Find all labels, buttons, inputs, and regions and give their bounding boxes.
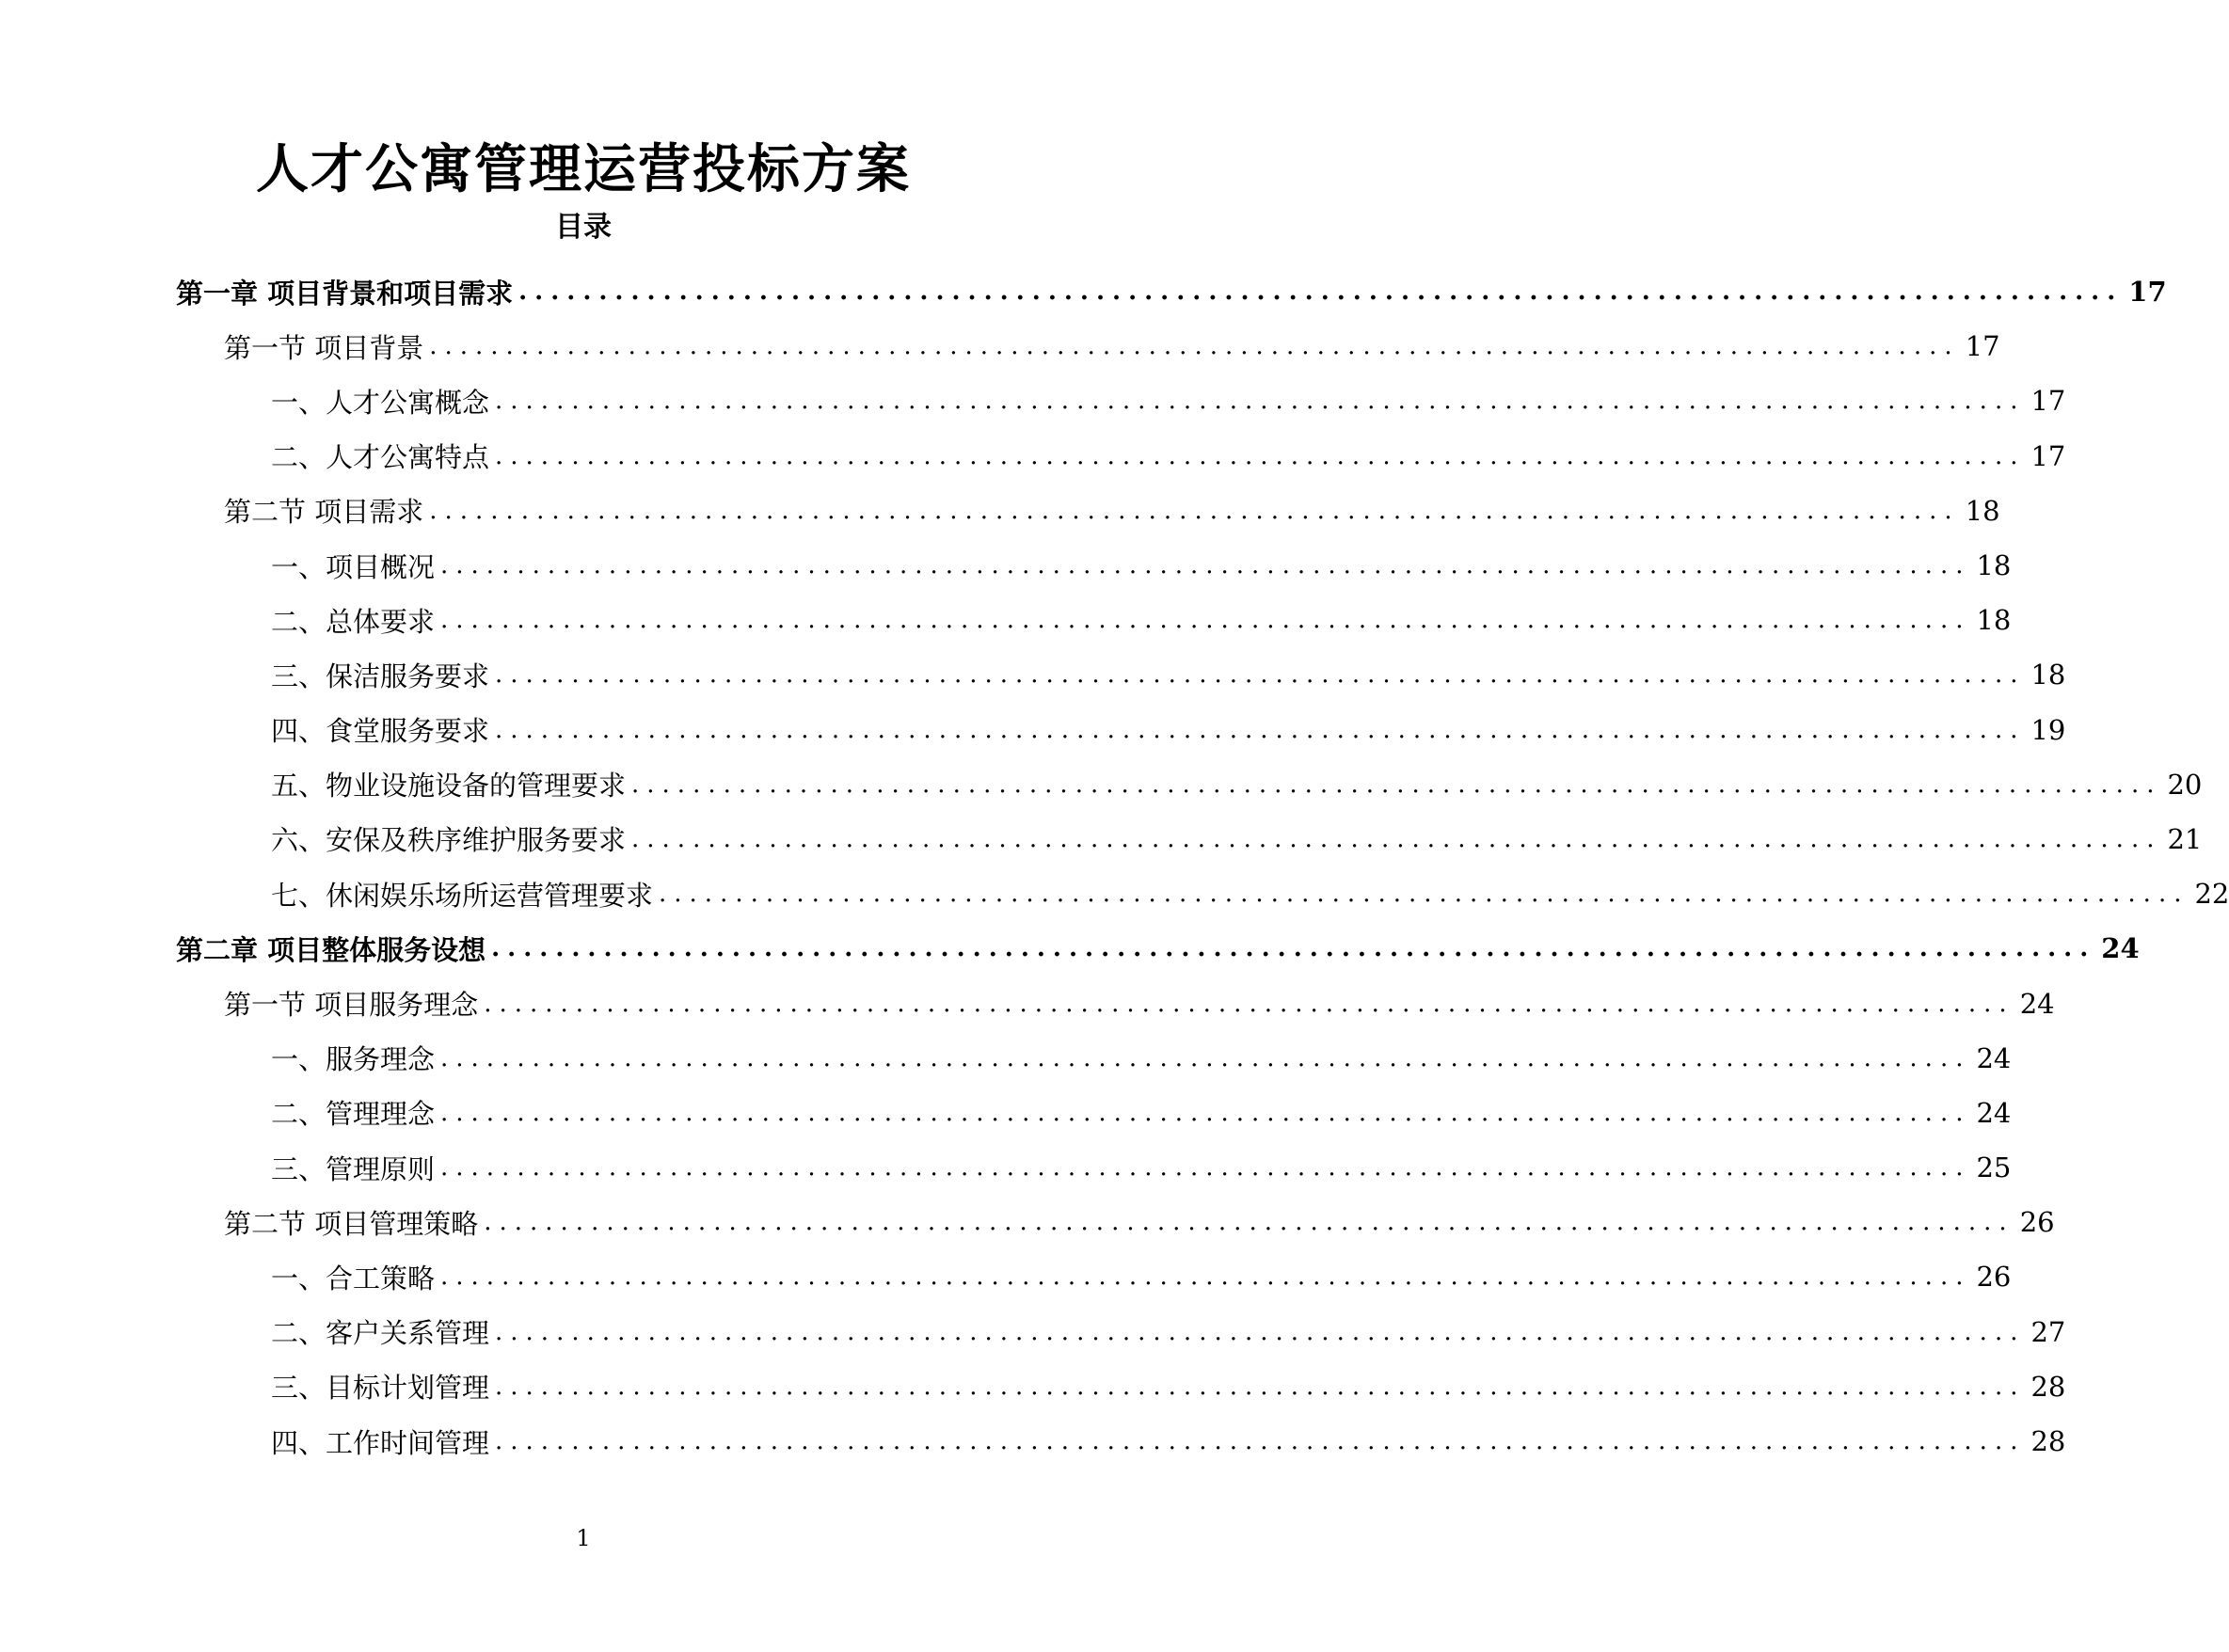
toc-entry-text: 四、食堂服务要求 — [271, 715, 490, 748]
toc-entry-text: 二、客户关系管理 — [271, 1317, 490, 1350]
toc-entry[interactable] — [0, 757, 2203, 812]
toc-entry-text: 三、保洁服务要求 — [271, 659, 490, 692]
toc-entry[interactable] — [0, 1414, 2066, 1469]
toc-entry[interactable] — [0, 538, 2012, 593]
toc-dot-leader: .................................................................................................... — [518, 278, 2124, 307]
toc-entry-text: 三、目标计划管理 — [271, 1372, 490, 1405]
toc-entry-text: 六、安保及秩序维护服务要求 — [271, 824, 627, 857]
toc-entry-page: 21 — [2167, 822, 2203, 855]
toc-entry-text: 二、总体要求 — [271, 605, 436, 638]
toc-dot-leader: .................................................................................................... — [440, 1098, 1971, 1127]
toc-entry-page: 18 — [2030, 659, 2066, 691]
toc-entry-page: 24 — [2101, 932, 2140, 965]
toc-entry-text: 第一节 项目服务理念 — [224, 989, 479, 1022]
toc-entry-page: 17 — [2128, 276, 2167, 309]
toc-dot-leader: .................................................................................................... — [429, 332, 1960, 361]
toc-entry-page: 18 — [1965, 494, 2000, 527]
toc-entry-page: 25 — [1976, 1152, 2012, 1184]
toc-entry-page: 26 — [1976, 1261, 2012, 1294]
toc-dot-leader: .................................................................................................... — [495, 1372, 2026, 1401]
toc-entry[interactable] — [0, 429, 2066, 484]
toc-dot-leader: .................................................................................................... — [440, 1153, 1971, 1183]
toc-entry[interactable] — [0, 484, 2000, 538]
toc-entry[interactable] — [0, 264, 2167, 319]
toc-entry-text: 二、管理理念 — [271, 1098, 436, 1131]
toc-entry-page: 28 — [2030, 1425, 2066, 1458]
toc-dot-leader: .................................................................................................... — [440, 1263, 1971, 1292]
toc-dot-leader: .................................................................................................... — [631, 770, 2162, 799]
toc-entry-page: 17 — [2030, 385, 2066, 418]
toc-dot-leader: .................................................................................................... — [495, 715, 2026, 744]
toc-entry-page: 18 — [1976, 604, 2012, 637]
toc-entry-page: 17 — [1965, 330, 2000, 363]
toc-entry[interactable] — [0, 1086, 2012, 1140]
toc-entry[interactable] — [0, 921, 2140, 976]
toc-dot-leader: .................................................................................................... — [631, 824, 2162, 853]
toc-entry-page: 24 — [1976, 1096, 2012, 1129]
toc-dot-leader: .................................................................................................... — [659, 880, 2189, 909]
toc-entry-text: 第二节 项目需求 — [224, 496, 424, 529]
toc-entry-text: 三、管理原则 — [271, 1152, 436, 1185]
toc-entry[interactable] — [0, 593, 2012, 647]
toc-entry-page: 20 — [2167, 768, 2203, 801]
toc-entry[interactable] — [0, 1140, 2012, 1195]
toc-entry-page: 22 — [2194, 878, 2229, 911]
toc-dot-leader: .................................................................................................... — [440, 606, 1971, 635]
toc-dot-leader: .................................................................................................... — [495, 660, 2026, 690]
toc-entry[interactable] — [0, 976, 2055, 1030]
toc-entry[interactable] — [0, 866, 2229, 921]
toc-entry[interactable] — [0, 1359, 2066, 1414]
toc-dot-leader: .................................................................................................... — [440, 551, 1971, 580]
toc-entry-page: 26 — [2019, 1206, 2055, 1239]
toc-entry-text: 第一节 项目背景 — [224, 331, 424, 364]
toc-entry[interactable] — [0, 1305, 2066, 1359]
toc-dot-leader: .................................................................................................... — [495, 441, 2026, 470]
toc-dot-leader: .................................................................................................... — [495, 1317, 2026, 1346]
toc-entry[interactable] — [0, 319, 2000, 373]
toc-entry-page: 28 — [2030, 1370, 2066, 1403]
toc-entry-page: 27 — [2030, 1315, 2066, 1348]
toc-dot-leader: .................................................................................................... — [495, 1427, 2026, 1456]
toc-entry[interactable] — [0, 1195, 2055, 1249]
toc-heading: 目录 — [555, 211, 612, 244]
toc-entry-text: 第二章 项目整体服务设想 — [176, 933, 486, 966]
toc-dot-leader: .................................................................................................... — [484, 989, 2014, 1018]
toc-dot-leader: .................................................................................................... — [429, 496, 1960, 525]
toc-entry-text: 一、合工策略 — [271, 1262, 436, 1295]
toc-entry-text: 七、休闲娱乐场所运营管理要求 — [271, 879, 654, 912]
toc-entry-text: 一、项目概况 — [271, 550, 436, 583]
document-title: 人才公寓管理运营投标方案 — [256, 138, 911, 200]
toc-entry-text: 一、服务理念 — [271, 1043, 436, 1076]
toc-dot-leader: .................................................................................................... — [491, 934, 2096, 963]
toc-entry-text: 二、人才公寓特点 — [271, 441, 490, 474]
toc-dot-leader: .................................................................................................... — [440, 1043, 1971, 1072]
page-number: 1 — [576, 1525, 591, 1551]
toc-entry-page: 17 — [2030, 439, 2066, 472]
toc-entry-page: 19 — [2030, 713, 2066, 746]
toc-entry-page: 18 — [1976, 549, 2012, 582]
toc-entry[interactable] — [0, 1031, 2012, 1086]
toc-entry[interactable] — [0, 703, 2066, 757]
table-of-contents — [0, 264, 2229, 1469]
toc-entry-page: 24 — [2019, 987, 2055, 1020]
toc-entry-text: 第二节 项目管理策略 — [224, 1207, 479, 1240]
toc-entry-text: 五、物业设施设备的管理要求 — [271, 770, 627, 802]
toc-entry-text: 四、工作时间管理 — [271, 1426, 490, 1459]
toc-dot-leader: .................................................................................................... — [484, 1208, 2014, 1237]
toc-entry-text: 第一章 项目背景和项目需求 — [176, 277, 514, 310]
toc-entry[interactable] — [0, 812, 2203, 866]
toc-dot-leader: .................................................................................................... — [495, 387, 2026, 416]
toc-entry[interactable] — [0, 647, 2066, 702]
toc-entry[interactable] — [0, 373, 2066, 428]
toc-entry-page: 24 — [1976, 1041, 2012, 1074]
toc-entry-text: 一、人才公寓概念 — [271, 386, 490, 419]
toc-entry[interactable] — [0, 1249, 2012, 1304]
